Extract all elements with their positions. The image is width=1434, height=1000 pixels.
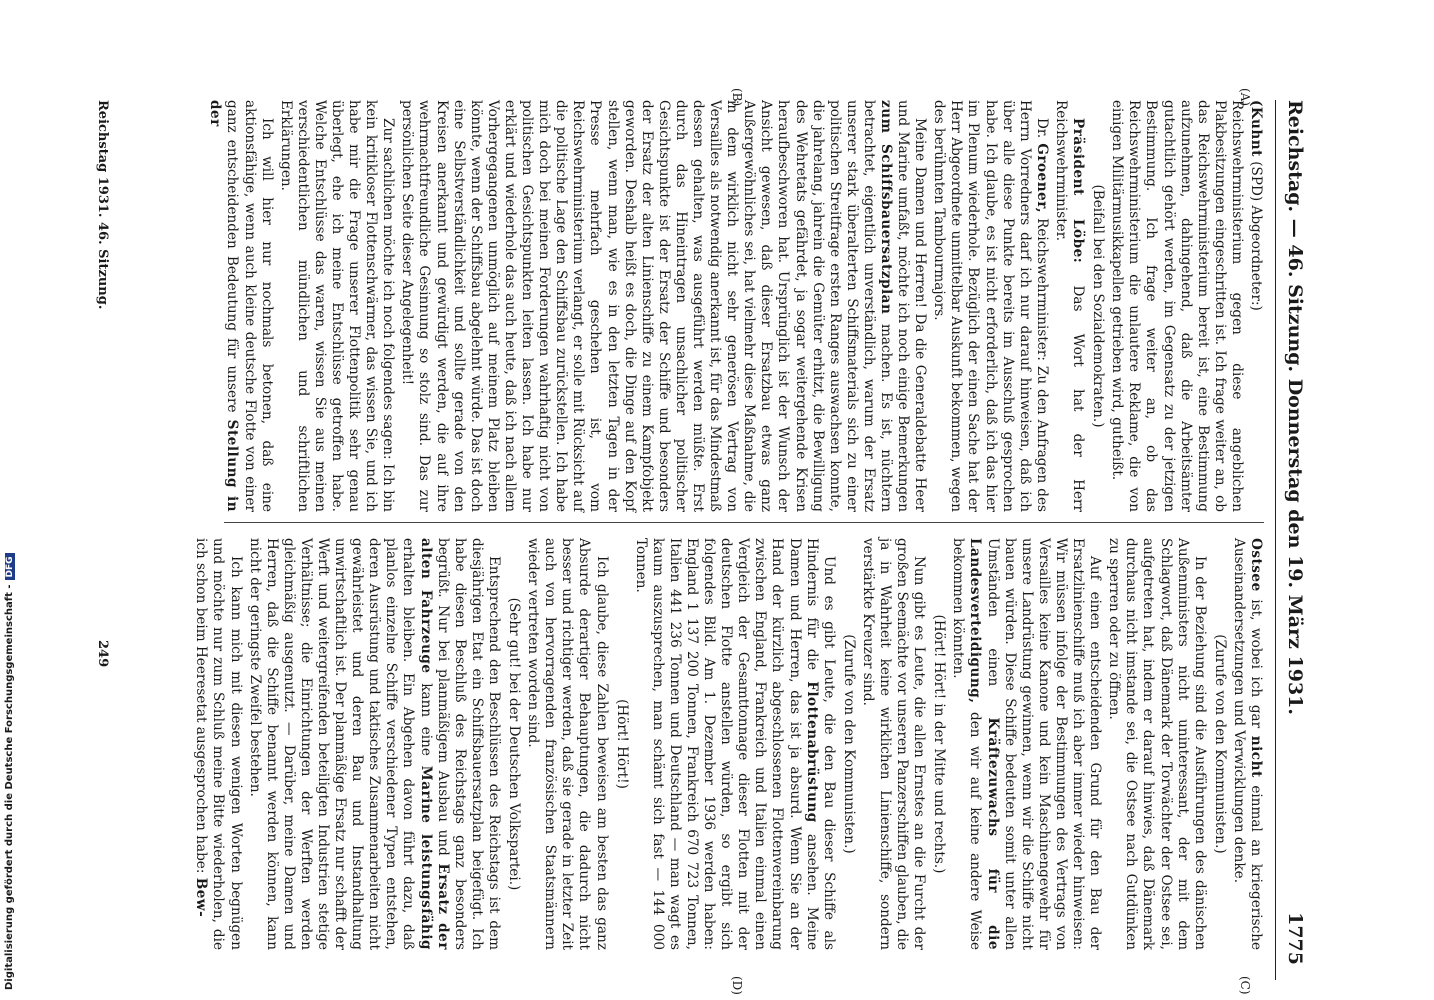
paragraph [398, 100, 928, 512]
right-column [190, 538, 1264, 950]
text-run: kann eine [417, 673, 434, 766]
text-run: ansehen. Meine Damen und Herren, das ist ja absurd. Wenn Sie an der Hand der kürzlich abgeschlossenen Flottenvereinbarung zwischen England, Frankreich und Italien einmal einen Vergleich der Gesamttonnage dieser Flotten mit der deutschen Flotte anstellen würden, so ergibt sich folgendes Bild. Am 1. Dezember 1936 werden haben: England 1 137 200 Tonnen, Frankreich 670 723 Tonnen, Italien 441 236 Tonnen und Deutschland — man wagt es kaum auszusprechen, man schämt sich fast — 144 000 Tonnen. [632, 538, 820, 950]
digitization-text: Digitalisierung gefördert durch die Deutsche Forschungsgemeinschaft - [4, 584, 15, 990]
header-title: Reichstag. — 46. Sitzung. Donnerstag den 19. März 1931. [1284, 100, 1306, 715]
paragraph [1247, 100, 1264, 512]
text-run: In der Beziehung sind die Ausführungen des dänischen Außenministers nicht uninteressant, der mit dem Schlagwort, daß Dänemark der Torwächter der Ostsee sei, aufgetreten hat, indem er darauf hinwies, daß Dänemark durchaus nicht imstande sei, die Ostsee nach Gutdünken zu sperren oder zu öffnen. [1106, 538, 1208, 950]
margin-marker-a: (A) [1238, 88, 1252, 107]
paragraph [632, 538, 837, 950]
interjection: (Zurufe von den Kommunisten.) [1211, 634, 1228, 854]
emphasis-text: Flottenabrüstung [803, 681, 820, 823]
paragraph [949, 538, 1103, 950]
emphasis-text: Präsident Löbe: [1070, 118, 1087, 264]
paragraph [192, 538, 243, 950]
emphasis-text: Kräftezuwachs für die Landesverteidigung, [967, 538, 1001, 950]
emphasis-text: zum Schiffsbauersatzplan [878, 100, 895, 315]
interjection: (Hört! Hört!) [613, 699, 630, 789]
paragraph [930, 100, 1050, 512]
text-run: erhalten bleiben. Ein Abgehen davon führt dazu, daß planlos einzelne Schiffe verschiedener Typen entstehen, deren Ausrüstung und taktisches Zusammenarbeiten nicht gewährleistet und deren Bau und Instandhaltung unwirtschaftlich ist. Der planmäßige Ersatz nur schafft der Werft und weitergreifenden beteiligten Industrien stetige Verhältnisse; die Einrichtungen der Werften werden gleichmäßig ausgenutzt. — Darüber, meine Damen und Herren, daß die Schiffe benannt werden können, kann nicht der geringste Zweifel bestehen. [246, 538, 417, 950]
paragraph [859, 538, 927, 950]
paragraph [206, 100, 274, 512]
text-run: Und es gibt Leute, die den Bau dieser Schiffe als Hindernis für die [803, 538, 837, 950]
text-run: Reichswehrminister: Zu den Anfragen des Herrn Vorredners darf ich nur darauf hinweisen, daß ich über alle diese Punkte bereits im Ausschuß gesprochen habe. Ich glaube, es ist nicht erforderlich, daß ich das hier im Plenum wiederhole. Bezüglich der einen Sache hat der Herr Abgeordnete unmittelbar Auskunft bekommen, wegen des berühmten Tambourmajors. [931, 100, 1050, 513]
margin-marker-d: (D) [730, 976, 744, 995]
text-run: Ich glaube, diese Zahlen beweisen am besten das ganz Absurde derartiger Behauptungen, die dadurch nicht besser und richtiger werden, daß sie gerade in letzter Zeit auch von hervorragenden französischen Staatsmännern wieder vertreten worden sind. [525, 538, 610, 950]
emphasis-text: nicht [1248, 735, 1264, 778]
left-column [204, 100, 1264, 512]
paragraph [246, 538, 502, 950]
emphasis-text: Bew- [193, 877, 210, 918]
dfg-logo: DFG [5, 553, 15, 580]
margin-marker-b: (B) [730, 88, 744, 107]
digitization-note [4, 30, 22, 990]
text-run: Dr. [1033, 118, 1050, 144]
interjection: (Zurufe von den Kommunisten.) [840, 634, 857, 854]
paragraph [277, 100, 397, 512]
text-run: Nun gibt es Leute, die allen Ernstes an die Furcht der großen Seemächte vor unseren Panzerschiffen glauben, die ja in Wahrheit keine wirklichen Linienschiffe, sondern verstärkte Kreuzer sind. [859, 538, 928, 950]
paragraph [1105, 538, 1208, 950]
emphasis-text: Ostsee [1248, 538, 1264, 592]
text-run: Reichswehrministerium gegen diese angeblichen Plakbesitzungen eingeschritten ist. Ich frage weiter an, ob das Reichswehrministerium bereit ist, eine Bestimmung aufzunehmen, dahingehend, daß die Arbeitsämter gutachtlich gehört werden, im Gegensatz zu der jetzigen Bestimmung. Ich frage weiter an, ob das Reichswehrministerium die unlautere Reklame, die von einigen Militärmusikkapellen getrieben wird, gutheißt. [1109, 100, 1245, 512]
paragraph [524, 538, 609, 950]
text-run: Das Wort hat der Herr Reichswehrminister. [1052, 100, 1087, 512]
text-run: (SPD) Abgeordneter:) [1248, 156, 1264, 311]
interjection: (Beifall bei den Sozialdemokraten.) [1090, 184, 1107, 428]
text-run: Zur sachlichen möchte ich noch folgendes sagen: Ich bin kein kritikloser Flottenschwärmer, das wissen Sie, und ich habe mir die Frage unserer Flottenpolitik sehr genau überlegt, ehe ich meine Entschlüsse getroffen habe. Welche Entschlüsse das waren, wissen Sie aus meinen verschiedentlichen mündlichen und schriftlichen Erklärungen. [277, 100, 397, 512]
emphasis-text: Groener, [1033, 143, 1050, 214]
column-divider [224, 522, 1264, 523]
paragraph [1052, 100, 1086, 512]
text-run: Ich kann mich mit diesen wenigen Worten begnügen und möchte nur zum Schluß meine Bitte wiederholen, die ich schon beim Heeresetat ausgesprochen habe: [193, 538, 244, 950]
margin-marker-c: (C) [1238, 976, 1252, 995]
emphasis-text: Stellung in der [207, 100, 241, 512]
interjection: (Sehr gut! bei der Deutschen Volkspartei.) [506, 597, 523, 891]
page-footer [84, 100, 114, 980]
text-run: ist, wobei ich gar [1248, 591, 1264, 736]
text-run: Meine Damen und Herren! Da die Generaldebatte Heer und Marine umfaßt, möchte ich noch einige Bemerkungen [895, 100, 929, 512]
paragraph [1230, 538, 1264, 950]
page-header [1275, 100, 1316, 980]
text-run: Ich will hier nur nochmals betonen, daß eine aktionsfähige, wenn auch kleine deutsche Flotte von einer ganz entscheidenden Bedeutung für unsere [224, 100, 275, 512]
interjection: (Hört! Hört! in der Mitte und rechts.) [931, 614, 948, 874]
text-run: den wir auf keine andere Weise bekommen könnten. [950, 538, 984, 950]
footer-page-number: 249 [95, 640, 110, 668]
page-number: 1775 [1284, 912, 1306, 965]
emphasis-text: Marine leistungsfähig [417, 765, 434, 950]
emphasis-text: Ersatz der alten Fahrzeuge [417, 538, 451, 950]
paragraph [1108, 100, 1245, 512]
emphasis-text: (Kuhnt [1248, 100, 1264, 157]
text-run: machen. Es ist, nüchtern betrachtet, eigentlich unverständlich, warum der Ersatz unserer stark überalterten Schiffsmaterials sich zu einer politischen Streitfrage ersten Ranges auswachsen konnte, die jahrelang, jahrein die Gemüter erhitzt, die Bewilligung des Wehretats gefährdet, ja sogar weitergehende Krisen heraufbeschworen hat. Ursprünglich ist der Wunsch der Ansicht gewesen, daß dieser Ersatzbau etwas ganz Außergewöhnliches sei, hat vielmehr diese Maßnahme, die in dem wirklich nicht sehr generösen Vertrag von Versailles als notwendig anerkannt ist, für das Mindestmaß dessen gehalten, was ausgeführt werden müßte. Erst durch das Hineintragen unsachlicher politischer Gesichtspunkte ist der Ersatz der Schiffe und besonders der Ersatz der alten Linienschiffe zu einem Kampfobjekt geworden. Deshalb heißt es doch, die Dinge auf den Kopf stellen, wenn man, wie es in den letzten Tagen in der Presse mehrfach geschehen ist, vom Reichswehrministerium verlangt, er solle mit Rücksicht auf die politische Lage den Schiffsbau zurückstellen. Ich habe mich doch bei meinen Forderungen wahrhaftig nicht von politischen Gesichtspunkten leiten lassen. Ich habe nur erklärt und wiederhole das auch heute, daß ich nach allem Vorhergegangenen unmöglich auf meinem Platz bleiben könnte, wenn der Schiffsbau abgelehnt würde. Das ist doch eine Selbstverständlichkeit und sollte gerade von den Kreisen anerkannt und gewürdigt werden, die auf ihre wehrmachtfreundliche Gesinnung so stolz sind. Das zur persönlichen Seite dieser Angelegenheit! [399, 100, 895, 512]
text-run: einmal an kriegerische Auseinandersetzungen und Verwicklungen denke. [1230, 538, 1264, 950]
footer-session: Reichstag 1931. 46. Sitzung. [95, 100, 110, 310]
text-run: Entsprechend den Beschlüssen des Reichstags ist dem diesjährigen Etat ein Schiffsbauersatzplan beigefügt. Ich habe diesen Beschluß des Reichstags ganz besonders begrüßt. Nur bei planmäßigem Ausbau und [434, 538, 502, 950]
text-run: Auf einen entscheidenden Grund für den Bau der Ersatzlinienschiffe muß ich aber immer wieder hinweisen: Wir müssen infolge der Bestimmungen des Vertrags von Versailles keine Kanone und kein Maschinengewehr für unsere Landrüstung gewinnen, wenn wir die Schiffe nicht bauen würden. Diese Schiffe bedeuten somit unter allen Umständen einen [984, 538, 1104, 950]
